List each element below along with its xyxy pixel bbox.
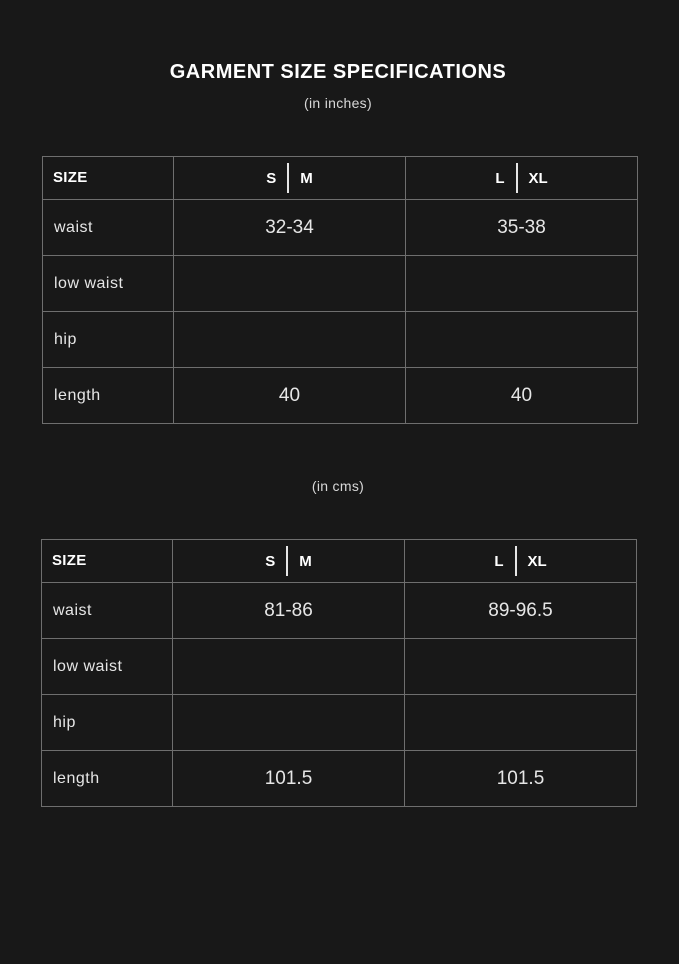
table-row — [43, 256, 638, 312]
table-header-row — [42, 540, 637, 583]
header-size-label: SIZE — [53, 169, 88, 186]
header-cell-size — [42, 540, 173, 583]
header-cell-l-xl — [405, 540, 637, 583]
row-label-waist: waist — [54, 218, 93, 236]
size-label-l: L — [494, 552, 504, 570]
unit-label-cms: (in cms) — [311, 478, 365, 494]
size-divider — [516, 163, 518, 193]
value-length-s-m: 40 — [278, 384, 301, 406]
size-divider — [515, 546, 517, 576]
value-length-l-xl: 101.5 — [496, 767, 545, 789]
unit-label-inches: (in inches) — [304, 95, 372, 111]
row-label-hip: hip — [53, 713, 76, 731]
table-row — [43, 312, 638, 368]
size-divider — [286, 546, 288, 576]
size-label-m: M — [299, 552, 312, 570]
table-row — [43, 368, 638, 424]
row-label-length: length — [54, 386, 101, 404]
size-label-xl: XL — [527, 552, 547, 570]
header-cell-s-m — [174, 157, 406, 200]
row-label-length: length — [53, 769, 100, 787]
value-waist-s-m: 81-86 — [264, 599, 313, 621]
value-waist-l-xl: 89-96.5 — [488, 599, 553, 621]
size-divider — [287, 163, 289, 193]
table-row — [42, 695, 637, 751]
header-cell-l-xl — [406, 157, 638, 200]
size-label-s: S — [266, 169, 277, 187]
value-length-s-m: 101.5 — [264, 767, 313, 789]
table-row — [42, 751, 637, 807]
size-table-inches — [42, 156, 638, 424]
value-waist-l-xl: 35-38 — [497, 216, 546, 238]
row-label-low-waist: low waist — [54, 274, 124, 292]
table-row — [43, 200, 638, 256]
row-label-waist: waist — [53, 601, 92, 619]
table-row — [42, 583, 637, 639]
row-label-low-waist: low waist — [53, 657, 123, 675]
page-title: GARMENT SIZE SPECIFICATIONS — [169, 61, 507, 83]
value-waist-s-m: 32-34 — [265, 216, 314, 238]
header-size-label: SIZE — [52, 552, 87, 569]
table-header-row — [43, 157, 638, 200]
size-label-m: M — [300, 169, 313, 187]
header-cell-size — [43, 157, 174, 200]
size-label-l: L — [495, 169, 505, 187]
size-label-s: S — [265, 552, 276, 570]
size-label-xl: XL — [528, 169, 548, 187]
size-table-cms — [41, 539, 637, 807]
value-length-l-xl: 40 — [510, 384, 533, 406]
header-cell-s-m — [173, 540, 405, 583]
table-row — [42, 639, 637, 695]
row-label-hip: hip — [54, 330, 77, 348]
